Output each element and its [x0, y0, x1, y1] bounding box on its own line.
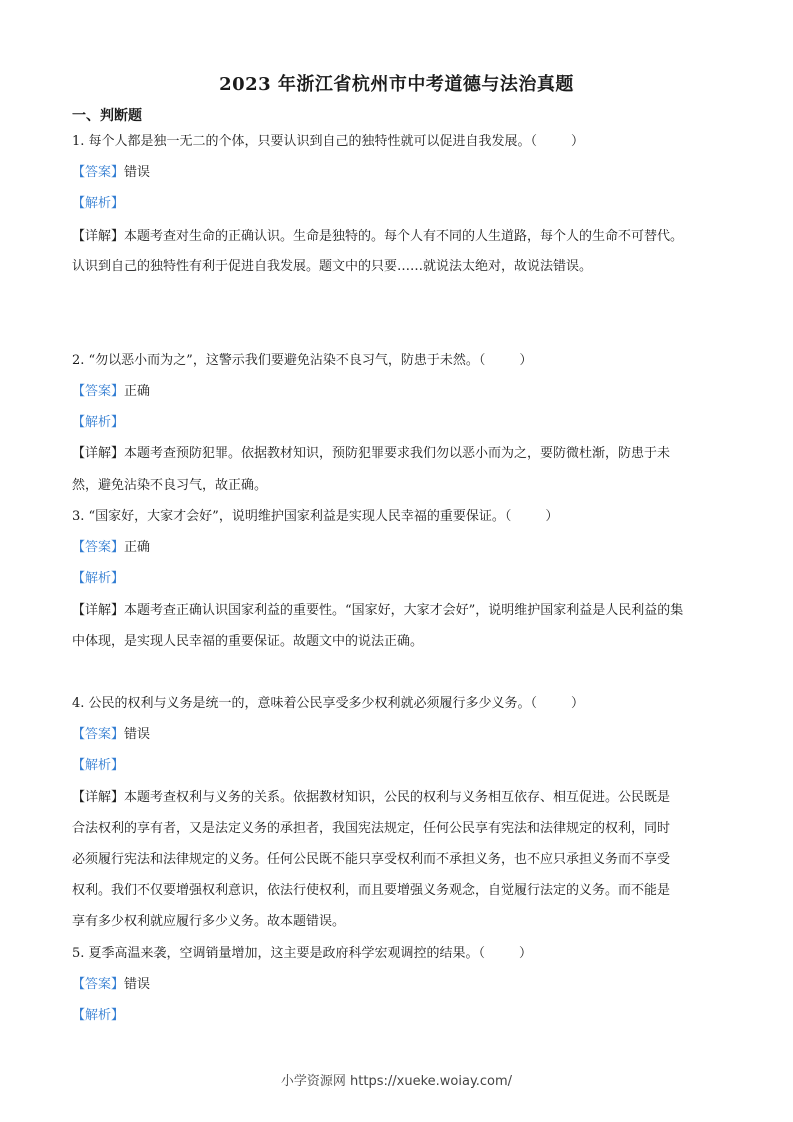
- question-3-detail-line: 中体现，是实现人民幸福的重要保证。故题文中的说法正确。: [72, 634, 424, 649]
- question-3-stem: 3. “国家好，大家才会好”，说明维护国家利益是实现人民幸福的重要保证。（ ）: [72, 509, 559, 524]
- answer-tag: 【答案】: [72, 165, 125, 180]
- question-2-answer: 【答案】正确: [72, 384, 151, 399]
- question-5-stem: 5. 夏季高温来袭，空调销量增加，这主要是政府科学宏观调控的结果。（ ）: [72, 946, 533, 961]
- answer-tag: 【答案】: [72, 727, 125, 742]
- question-4-answer: 【答案】错误: [72, 727, 151, 742]
- question-2-detail-line: 【详解】本题考查预防犯罪。依据教材知识，预防犯罪要求我们勿以恶小而为之，要防微杜渐，防患于未: [72, 446, 671, 461]
- question-3-detail-line: 【详解】本题考查正确认识国家利益的重要性。“国家好，大家才会好”，说明维护国家利益是人民利益的集: [72, 603, 684, 618]
- question-4-detail-line: 【详解】本题考查权利与义务的关系。依据教材知识，公民的权利与义务相互依存、相互促进。公民既是: [72, 790, 671, 805]
- question-4-detail-line: 必须履行宪法和法律规定的义务。任何公民既不能只享受权利而不承担义务，也不应只承担义务而不享受: [72, 852, 671, 867]
- footer-watermark: 小学资源网 https://xueke.woiay.com/: [280, 1074, 513, 1089]
- question-4-detail-line: 享有多少权利就应履行多少义务。故本题错误。: [72, 914, 346, 929]
- answer-tag: 【答案】: [72, 384, 125, 399]
- answer-tag: 【答案】: [72, 540, 125, 555]
- question-3-answer: 【答案】正确: [72, 540, 151, 555]
- page-title: 2023 年浙江省杭州市中考道德与法治真题: [219, 74, 574, 95]
- question-1-analysis-tag: 【解析】: [72, 196, 125, 211]
- question-1-answer: 【答案】错误: [72, 165, 151, 180]
- question-4-detail-line: 权利。我们不仅要增强权利意识，依法行使权利，而且要增强义务观念，自觉履行法定的义务。而不能是: [72, 883, 671, 898]
- question-1-detail-line: 认识到自己的独特性有利于促进自我发展。题文中的只要……就说法太绝对，故说法错误。: [72, 259, 593, 274]
- answer-tag: 【答案】: [72, 977, 125, 992]
- question-1-detail-line: 【详解】本题考查对生命的正确认识。生命是独特的。每个人有不同的人生道路，每个人的生命不可替代。: [72, 229, 684, 244]
- question-3-analysis-tag: 【解析】: [72, 571, 125, 586]
- question-2-stem: 2. “勿以恶小而为之”，这警示我们要避免沾染不良习气，防患于未然。（ ）: [72, 353, 533, 368]
- question-4-detail-line: 合法权利的享有者，又是法定义务的承担者，我国宪法规定，任何公民享有宪法和法律规定的权利，同时: [72, 821, 671, 836]
- question-4-analysis-tag: 【解析】: [72, 758, 125, 773]
- question-4-stem: 4. 公民的权利与义务是统一的，意味着公民享受多少权利就必须履行多少义务。（ ）: [72, 696, 585, 711]
- question-1-stem: 1. 每个人都是独一无二的个体，只要认识到自己的独特性就可以促进自我发展。（ ）: [72, 134, 585, 149]
- section-title: 一、判断题: [72, 108, 142, 124]
- question-2-detail-line: 然，避免沾染不良习气，故正确。: [72, 478, 268, 493]
- question-2-analysis-tag: 【解析】: [72, 415, 125, 430]
- question-5-analysis-tag: 【解析】: [72, 1008, 125, 1023]
- question-5-answer: 【答案】错误: [72, 977, 151, 992]
